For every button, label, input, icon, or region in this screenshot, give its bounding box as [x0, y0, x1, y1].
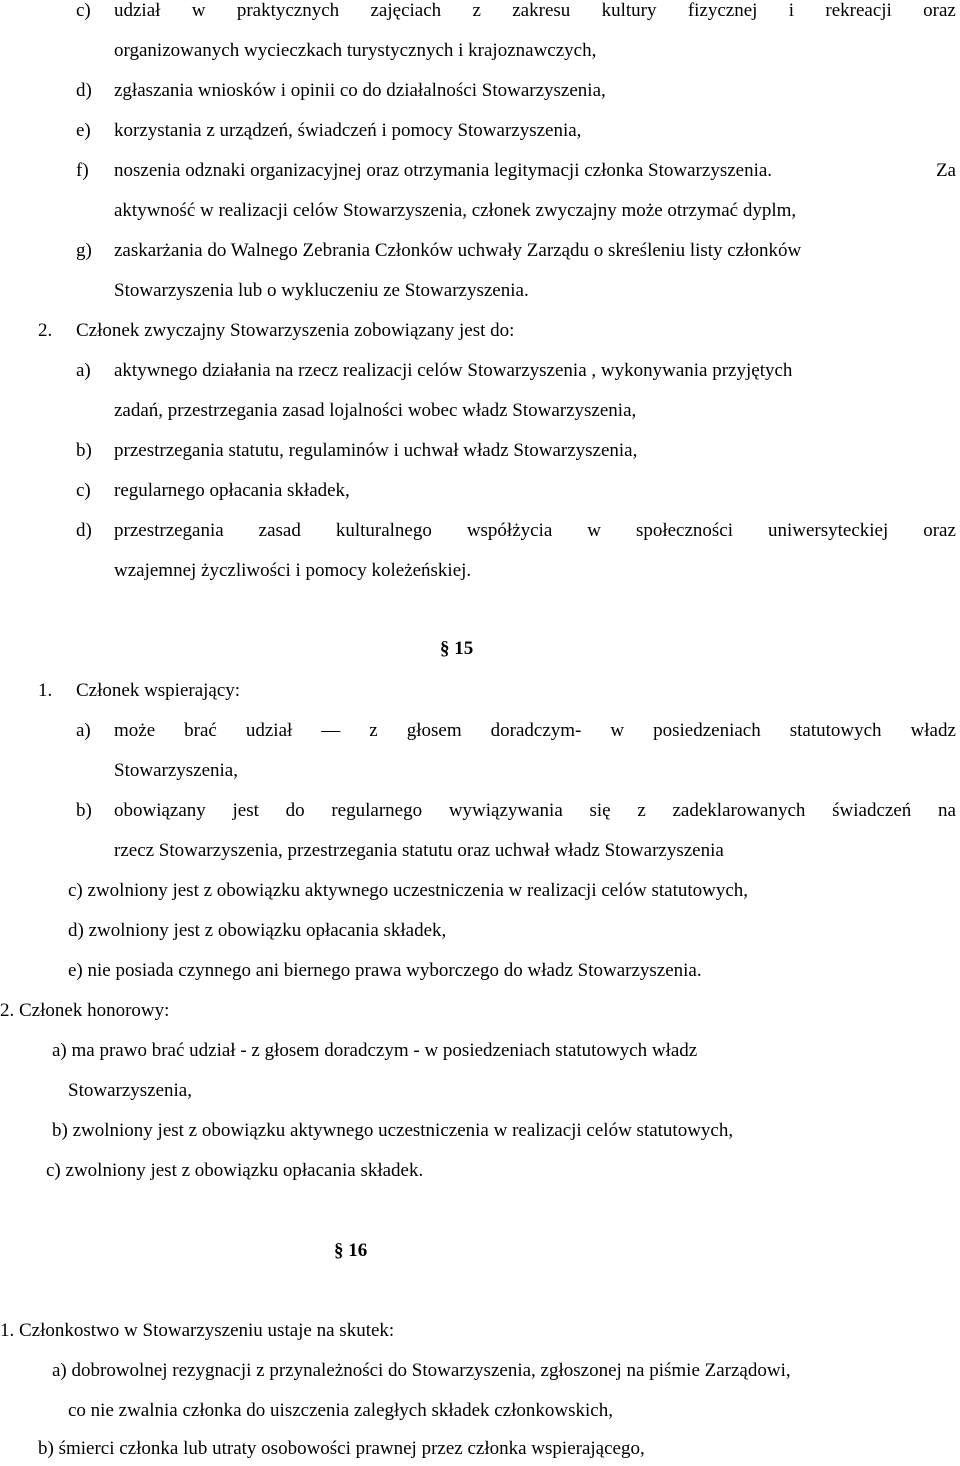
item-text: rzecz Stowarzyszenia, przestrzegania statutu oraz uchwał władz Stowarzyszenia	[114, 840, 724, 861]
justified-line: noszenia odznaki organizacyjnej oraz otrzymania legitymacji członka Stowarzyszenia. Za	[114, 160, 956, 181]
section-sign-icon: §	[334, 1240, 344, 1261]
item-text: przestrzegania statutu, regulaminów i uchwał władz Stowarzyszenia,	[114, 440, 638, 461]
justified-line: może brać udział — z głosem doradczym- w posiedzeniach statutowych władz	[114, 720, 956, 741]
section-heading-15: § 15	[440, 638, 474, 659]
item-label: f)	[76, 160, 89, 181]
item-text: co nie zwalnia członka do uiszczenia zaległych składek członkowskich,	[68, 1400, 613, 1421]
item-label: d)	[76, 520, 92, 541]
item-text: aktywnego działania na rzecz realizacji celów Stowarzyszenia , wykonywania przyjętych	[114, 360, 793, 381]
item-label: b)	[76, 800, 92, 821]
item-text: zadań, przestrzegania zasad lojalności wobec władz Stowarzyszenia,	[114, 400, 637, 421]
item-label: c)	[76, 0, 91, 21]
item-label: a)	[76, 720, 91, 741]
item-text: c) zwolniony jest z obowiązku aktywnego uczestniczenia w realizacji celów statutowych,	[68, 880, 749, 901]
section-heading-16: § 16	[334, 1240, 368, 1261]
item-label: d)	[76, 80, 92, 101]
item-text: b) zwolniony jest z obowiązku aktywnego uczestniczenia w realizacji celów statutowych,	[52, 1120, 734, 1141]
item-text: e) nie posiada czynnego ani biernego prawa wyborczego do władz Stowarzyszenia.	[68, 960, 702, 981]
item-text: organizowanych wycieczkach turystycznych i krajoznawczych,	[114, 40, 597, 61]
justified-line: udział w praktycznych zajęciach z zakresu kultury fizycznej i rekreacji oraz	[114, 0, 956, 21]
item-text: zgłaszania wniosków i opinii co do działalności Stowarzyszenia,	[114, 80, 606, 101]
paragraph-text: Członek zwyczajny Stowarzyszenia zobowiązany jest do:	[76, 320, 515, 341]
item-text: korzystania z urządzeń, świadczeń i pomocy Stowarzyszenia,	[114, 120, 582, 141]
item-label: b)	[76, 440, 92, 461]
item-text: regularnego opłacania składek,	[114, 480, 350, 501]
item-text: Stowarzyszenia,	[68, 1080, 192, 1101]
item-text: c) zwolniony jest z obowiązku opłacania składek.	[46, 1160, 424, 1181]
item-label: a)	[76, 360, 91, 381]
paragraph-number: 1.	[38, 680, 53, 701]
item-label: e)	[76, 120, 91, 141]
justified-line: przestrzegania zasad kulturalnego współżycia w społeczności uniwersyteckiej oraz	[114, 520, 956, 541]
paragraph-text: Członek wspierający:	[76, 680, 241, 701]
justified-line: obowiązany jest do regularnego wywiązywania się z zadeklarowanych świadczeń na	[114, 800, 956, 821]
item-text: zaskarżania do Walnego Zebrania Członków uchwały Zarządu o skreśleniu listy członków	[114, 240, 802, 261]
paragraph-number: 2.	[38, 320, 53, 341]
item-label: c)	[76, 480, 91, 501]
item-text: wzajemnej życzliwości i pomocy koleżeńskiej.	[114, 560, 472, 581]
paragraph-text: 2. Członek honorowy:	[0, 1000, 170, 1021]
item-label: g)	[76, 240, 92, 261]
item-text: a) ma prawo brać udział - z głosem doradczym - w posiedzeniach statutowych władz	[52, 1040, 698, 1061]
item-text: Stowarzyszenia,	[114, 760, 238, 781]
item-text: d) zwolniony jest z obowiązku opłacania składek,	[68, 920, 447, 941]
item-text: Stowarzyszenia lub o wykluczeniu ze Stowarzyszenia.	[114, 280, 529, 301]
item-text: a) dobrowolnej rezygnacji z przynależności do Stowarzyszenia, zgłoszonej na piśmie Zarządowi,	[52, 1360, 791, 1381]
item-text: b) śmierci członka lub utraty osobowości prawnej przez członka wspierającego,	[38, 1438, 645, 1459]
paragraph-text: 1. Członkostwo w Stowarzyszeniu ustaje na skutek:	[0, 1320, 395, 1341]
item-text: aktywność w realizacji celów Stowarzyszenia, członek zwyczajny może otrzymać dyplm,	[114, 200, 797, 221]
section-sign-icon: §	[440, 638, 450, 659]
